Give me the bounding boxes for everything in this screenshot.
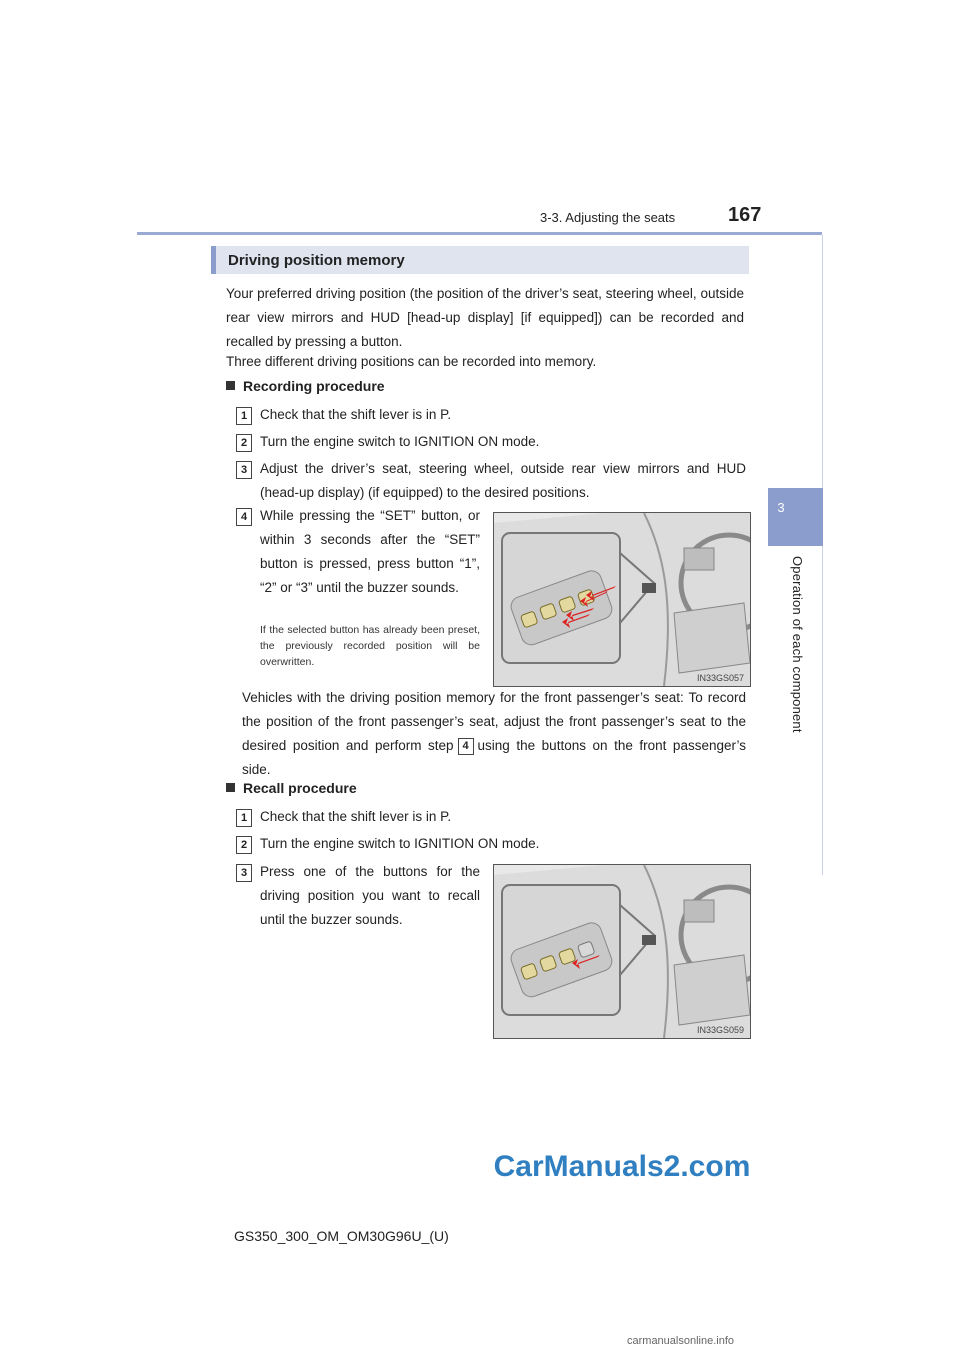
step-text: Turn the engine switch to IGNITION ON mode. xyxy=(260,836,540,851)
recording-heading xyxy=(226,378,385,394)
watermark-text: CarManuals2.com xyxy=(493,1150,751,1183)
bullet-square-icon xyxy=(226,381,235,390)
step-number: 2 xyxy=(236,434,252,452)
intro-paragraph: Your preferred driving position (the position of the driver’s seat, steering wheel, outside rear view mirrors and HUD [head-up display] [if equipped]) can be recorded and recalled by pressing a button. xyxy=(226,286,744,349)
step-note: If the selected button has already been preset, the previously recorded position will be overwritten. xyxy=(260,624,480,668)
inline-step-number: 4 xyxy=(458,738,474,755)
seat-memory-illustration xyxy=(494,513,750,686)
step-text: Adjust the driver’s seat, steering wheel, outside rear view mirrors and HUD (head-up display) (if equipped) to the desired positions. xyxy=(260,461,746,500)
site-watermark: carmanualsonline.info xyxy=(627,1335,735,1347)
recall-heading xyxy=(226,780,357,796)
step-number: 3 xyxy=(236,864,252,882)
step-number: 1 xyxy=(236,809,252,827)
page-number: 167 xyxy=(728,204,762,226)
bullet-square-icon xyxy=(226,783,235,792)
side-divider xyxy=(822,235,823,875)
passenger-text-end: using the buttons on the front passenger’s side. xyxy=(242,738,746,777)
passenger-text: Vehicles with the driving position memory for the front passenger’s seat: To record the position of the front passenger’s seat, adjust the front passenger’s seat to the desired position and perform step xyxy=(242,690,746,753)
step-text: Press one of the buttons for the driving position you want to recall until the buzzer sounds. xyxy=(260,864,480,927)
step-text: Check that the shift lever is in P. xyxy=(260,809,452,824)
step-number: 1 xyxy=(236,407,252,425)
figure-code: IN33GS057 xyxy=(696,673,744,683)
intro-paragraph-2: Three different driving positions can be recorded into memory. xyxy=(226,354,597,369)
step-number: 3 xyxy=(236,461,252,479)
section-header: 3-3. Adjusting the seats xyxy=(540,210,676,225)
figure-code: IN33GS059 xyxy=(696,1025,744,1035)
recall-heading-text: Recall procedure xyxy=(243,780,357,796)
manual-code: GS350_300_OM_OM30G96U_(U) xyxy=(234,1228,449,1244)
step-number: 4 xyxy=(236,508,252,526)
passenger-paragraph xyxy=(242,686,746,782)
chapter-tab xyxy=(768,488,823,546)
chapter-label: Operation of each component xyxy=(790,556,805,733)
section-title: Driving position memory xyxy=(228,252,405,269)
recording-heading-text: Recording procedure xyxy=(243,378,385,394)
step-text: Turn the engine switch to IGNITION ON mode. xyxy=(260,434,540,449)
header-rule xyxy=(137,232,822,235)
seat-recall-illustration xyxy=(494,865,750,1038)
step-text: While pressing the “SET” button, or within 3 seconds after the “SET” button is pressed, press button “1”, “2” or “3” until the buzzer sounds. xyxy=(260,508,480,595)
step-text: Check that the shift lever is in P. xyxy=(260,407,452,422)
chapter-number: 3 xyxy=(777,500,785,515)
watermark xyxy=(488,1150,756,1194)
section-title-bar xyxy=(211,246,749,274)
step-number: 2 xyxy=(236,836,252,854)
recall-buttons-figure xyxy=(493,864,751,1039)
memory-buttons-figure xyxy=(493,512,751,687)
